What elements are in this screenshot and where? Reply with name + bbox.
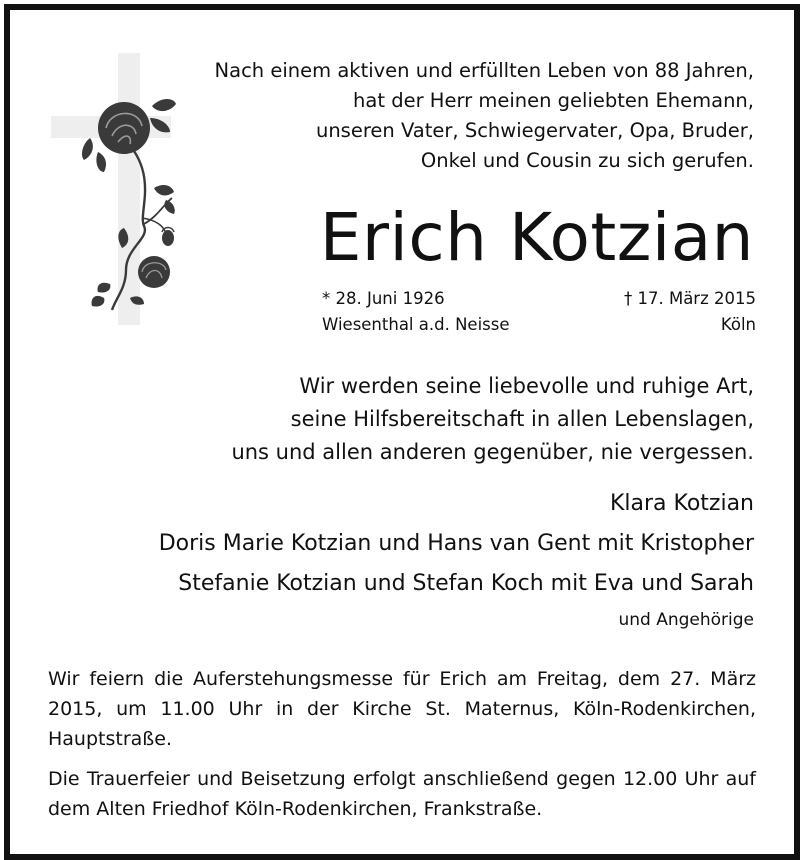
quote-line: Wir werden seine liebevolle und ruhige Art,: [299, 374, 754, 398]
intro-line: Nach einem aktiven und erfüllten Leben von 88 Jahren,: [214, 59, 754, 82]
death-info: [624, 286, 756, 338]
birth-place: Wiesenthal a.d. Neisse: [322, 315, 510, 334]
burial-paragraph: Die Trauerfeier und Beisetzung erfolgt anschließend gegen 12.00 Uhr auf dem Alten Friedhof Köln-Rodenkirchen, Frankstraße.: [48, 768, 756, 820]
cross-with-roses-icon: [46, 48, 176, 328]
mourner-line: Doris Marie Kotzian und Hans van Gent mit Kristopher: [158, 531, 754, 556]
relatives-note: und Angehörige: [618, 610, 754, 630]
intro-line: unseren Vater, Schwiegervater, Opa, Bruder,: [315, 119, 754, 142]
death-date: † 17. März 2015: [623, 289, 756, 308]
mourner-line: Klara Kotzian: [609, 491, 754, 516]
quote-line: uns und allen anderen gegenüber, nie vergessen.: [231, 440, 754, 464]
quote-line: seine Hilfsbereitschaft in allen Lebenslagen,: [290, 407, 754, 431]
service-info: [48, 664, 756, 834]
mourner-line: Stefanie Kotzian und Stefan Koch mit Eva und Sarah: [178, 571, 754, 596]
intro-line: Onkel und Cousin zu sich gerufen.: [420, 149, 754, 172]
mass-paragraph: Wir feiern die Auferstehungsmesse für Erich am Freitag, dem 27. März 2015, um 11.00 Uhr in der Kirche St. Maternus, Köln-Rodenkirchen, Hauptstraße.: [48, 668, 756, 750]
death-place: Köln: [720, 315, 756, 334]
intro-line: hat der Herr meinen geliebten Ehemann,: [353, 89, 754, 112]
intro-text: [194, 56, 754, 176]
birth-info: [322, 286, 510, 338]
memorial-quote: [134, 370, 754, 469]
birth-date: * 28. Juni 1926: [322, 289, 445, 308]
deceased-name: Erich Kotzian: [319, 199, 754, 276]
obituary-frame: [4, 4, 800, 860]
mourners-list: [54, 484, 754, 636]
